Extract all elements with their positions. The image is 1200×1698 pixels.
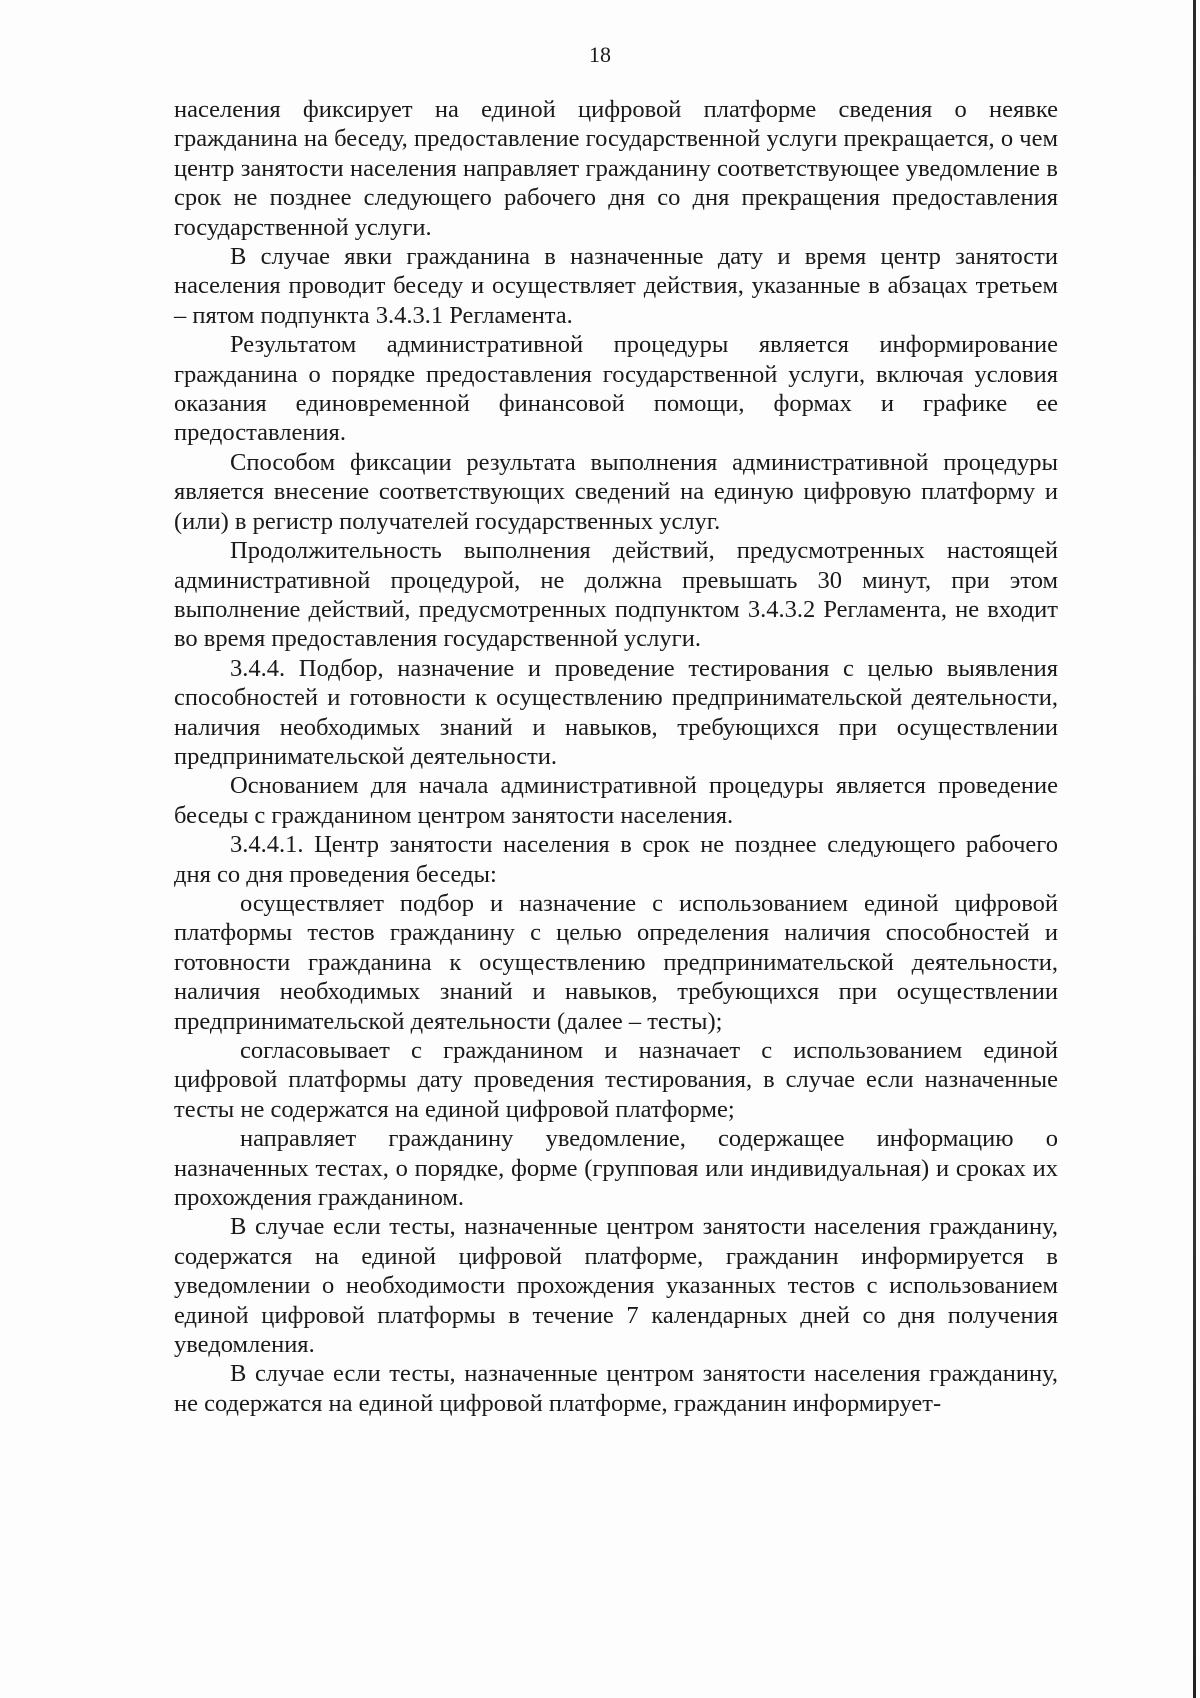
list-item: осуществляет подбор и назначение с использованием единой цифровой платформы тестов гражданину с целью определения наличия способностей и готовности гражданина к осуществлению предпринимательской деятельности, наличия необходимых знаний и навыков, требующихся при осуществлении предпринимательской деятельности (далее – тесты);	[174, 889, 1058, 1035]
subsection-3-4-4-1: 3.4.4.1. Центр занятости населения в срок не позднее следующего рабочего дня со дня проведения беседы:	[174, 831, 1058, 888]
paragraph: В случае явки гражданина в назначенные дату и время центр занятости населения проводит беседу и осуществляет действия, указанные в абзацах третьем – пятом подпункта 3.4.3.1 Регламента.	[174, 243, 1058, 329]
scan-edge-shadow	[1193, 0, 1196, 1698]
document-body	[174, 95, 1058, 1418]
paragraph: Способом фиксации результата выполнения административной процедуры является внесение соответствующих сведений на единую цифровую платформу и (или) в регистр получателей государственных услуг.	[174, 448, 1058, 535]
page-number: 18	[589, 42, 611, 67]
list-item: направляет гражданину уведомление, содержащее информацию о назначенных тестах, о порядке, форме (групповая или индивидуальная) и сроках их прохождения гражданином.	[174, 1125, 1058, 1212]
paragraph: населения фиксирует на единой цифровой платформе сведения о неявке гражданина на беседу, предоставление государственной услуги прекращается, о чем центр занятости населения направляет гражданину соответствующее уведомление в срок не позднее следующего рабочего дня со дня прекращения предоставления государственной услуги.	[174, 96, 1058, 241]
section-heading-3-4-4: 3.4.4. Подбор, назначение и проведение тестирования с целью выявления способностей и готовности к осуществлению предпринимательской деятельности, наличия необходимых знаний и навыков, требующихся при осуществлении предпринимательской деятельности.	[174, 654, 1058, 770]
paragraph: Продолжительность выполнения действий, предусмотренных настоящей административной процедурой, не должна превышать 30 минут, при этом выполнение действий, предусмотренных подпунктом 3.4.3.2 Регламента, не входит во время предоставления государственной услуги.	[174, 537, 1058, 653]
list-item: согласовывает с гражданином и назначает с использованием единой цифровой платформы дату проведения тестирования, в случае если назначенные тесты не содержатся на единой цифровой платформе;	[174, 1037, 1058, 1123]
paragraph: Результатом административной процедуры является информирование гражданина о порядке предоставления государственной услуги, включая условия оказания единовременной финансовой помощи, формах и графике ее предоставления.	[174, 331, 1058, 447]
paragraph: Основанием для начала административной процедуры является проведение беседы с гражданином центром занятости населения.	[174, 772, 1058, 829]
paragraph: В случае если тесты, назначенные центром занятости населения гражданину, содержатся на единой цифровой платформе, гражданин информируется в уведомлении о необходимости прохождения указанных тестов с использованием единой цифровой платформы в течение 7 календарных дней со дня получения уведомления.	[174, 1213, 1058, 1359]
paragraph: В случае если тесты, назначенные центром занятости населения гражданину, не содержатся на единой цифровой платформе, гражданин информирует-	[174, 1360, 1058, 1417]
